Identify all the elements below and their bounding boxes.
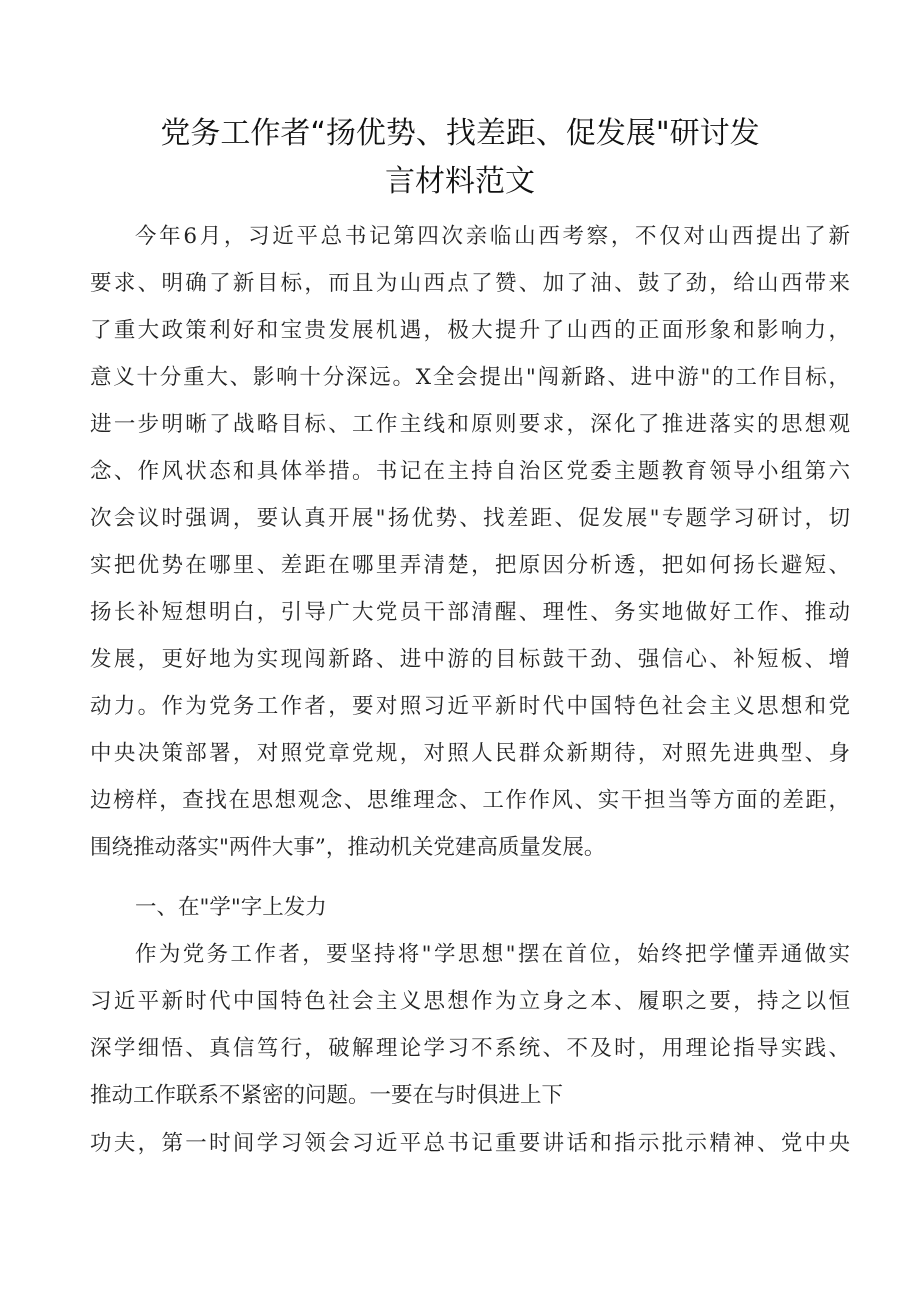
paragraph-line: 中央决策部署，对照党章党规，对照人民群众新期待，对照先进典型、身 bbox=[90, 741, 850, 766]
paragraph-line: 进一步明晰了战略目标、工作主线和原则要求，深化了推进落实的思想观 bbox=[90, 412, 850, 437]
paragraph-line: 作为党务工作者，要坚持将"学思想"摆在首位，始终把学懂弄通做实 bbox=[135, 942, 850, 967]
paragraph-2 bbox=[90, 931, 850, 1119]
paragraph-line: 念、作风状态和具体举措。书记在主持自治区党委主题教育领导小组第六 bbox=[90, 459, 850, 484]
paragraph-line: 习近平新时代中国特色社会主义思想作为立身之本、履职之要，持之以恒 bbox=[90, 989, 850, 1014]
heading-line: 一、在"学"字上发力 bbox=[135, 895, 327, 920]
title-line-1: 党务工作者“扬优势、找差距、促发展"研讨发 bbox=[160, 116, 760, 151]
paragraph-line: 边榜样，查找在思想观念、思维理念、工作作风、实干担当等方面的差距， bbox=[90, 788, 850, 813]
paragraph-line: 意义十分重大、影响十分深远。X全会提出"闯新路、进中游"的工作目标， bbox=[90, 365, 850, 390]
paragraph-line: 今年6月，习近平总书记第四次亲临山西考察，不仅对山西提出了新 bbox=[135, 224, 850, 249]
section-heading-1 bbox=[90, 884, 850, 931]
paragraph-1 bbox=[90, 213, 850, 871]
paragraph-line: 推动工作联系不紧密的问题。一要在与时俱进上下 bbox=[90, 1083, 564, 1108]
paragraph-line: 了重大政策利好和宝贵发展机遇，极大提升了山西的正面形象和影响力， bbox=[90, 318, 850, 343]
paragraph-line: 动力。作为党务工作者，要对照习近平新时代中国特色社会主义思想和党 bbox=[90, 694, 850, 719]
paragraph-line: 次会议时强调，要认真开展"扬优势、找差距、促发展"专题学习研讨，切 bbox=[90, 506, 850, 531]
paragraph-line: 实把优势在哪里、差距在哪里弄清楚，把原因分析透，把如何扬长避短、 bbox=[90, 553, 850, 578]
paragraph-line: 发展，更好地为实现闯新路、进中游的目标鼓干劲、强信心、补短板、增 bbox=[90, 647, 850, 672]
document-title bbox=[90, 110, 830, 206]
paragraph-line: 围绕推动落实"两件大事”，推动机关党建高质量发展。 bbox=[90, 835, 606, 860]
title-line-2: 言材料范文 bbox=[385, 164, 535, 199]
paragraph-3 bbox=[90, 1120, 850, 1167]
paragraph-line: 功夫，第一时间学习领会习近平总书记重要讲话和指示批示精神、党中央 bbox=[90, 1131, 850, 1156]
paragraph-line: 深学细悟、真信笃行，破解理论学习不系统、不及时，用理论指导实践、 bbox=[90, 1036, 850, 1061]
paragraph-line: 扬长补短想明白，引导广大党员干部清醒、理性、务实地做好工作、推动 bbox=[90, 600, 850, 625]
paragraph-line: 要求、明确了新目标，而且为山西点了赞、加了油、鼓了劲，给山西带来 bbox=[90, 271, 850, 296]
